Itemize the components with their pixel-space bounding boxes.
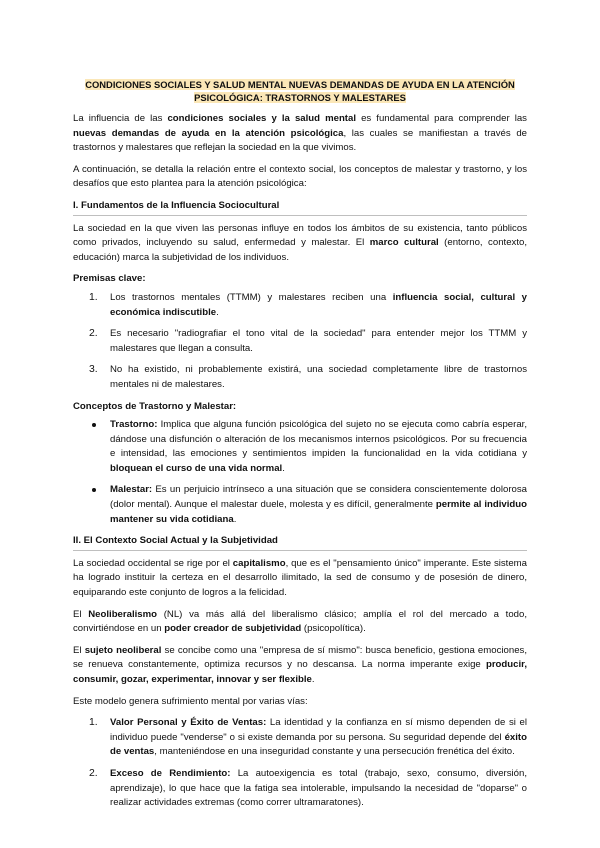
list-item: 2. Es necesario "radiografiar el tono vital de la sociedad" para entender mejor los TTMM y malestares que llegan a consulta. bbox=[89, 328, 527, 354]
intro-paragraph-1: La influencia de las condiciones sociales y la salud mental es fundamental para comprender las nuevas demandas de ayuda en la atención psicológica, las cuales se manifiestan a través de trastornos y malestares que reflejan la sociedad en la que vivimos. bbox=[73, 113, 527, 154]
list-item: 2. Exceso de Rendimiento: La autoexigencia es total (trabajo, sexo, consumo, diversión, aprendizaje), lo que hace que la fatiga sea intolerable, impulsando la necesidad de "doparse" o realizar actividades extremas (como correr ultramaratones). bbox=[89, 767, 528, 809]
section-1-heading: I. Fundamentos de la Influencia Sociocultural bbox=[73, 199, 527, 216]
document-title: CONDICIONES SOCIALES Y SALUD MENTAL NUEVAS DEMANDAS DE AYUDA EN LA ATENCIÓN PSICOLÓGICA: TRASTORNOS Y MALESTARES bbox=[85, 79, 515, 103]
section-2-paragraph-4: Este modelo genera sufrimiento mental por varias vías: bbox=[73, 695, 308, 707]
section-2-paragraph-2: El Neoliberalismo (NL) va más allá del liberalismo clásico; amplía el rol del mercado a todo, convirtiéndose en un poder creador de subjetividad (psicopolítica). bbox=[73, 608, 527, 635]
list-item: 3. No ha existido, ni probablemente existirá, una sociedad completamente libre de trastornos mentales ni de malestares. bbox=[89, 364, 527, 390]
list-item: Trastorno: Implica que alguna función psicológica del sujeto no se ejecuta como cabría esperar, dándose una disfunción o alteración de los mecanismos internos psicológicos. Por su frecuencia e intensidad, las emociones y sentimientos impiden la funcionalidad en la vida cotidiana y bloquean el curso de una vida normal. bbox=[73, 418, 527, 476]
list-item: 1. Valor Personal y Éxito de Ventas: La identidad y la confianza en sí mismo dependen de si el individuo puede "venderse" o si existe demanda por su persona. Su seguridad depende del éxito de ventas, manteniéndose en una inseguridad constante y una persecución frenética del éxito. bbox=[89, 717, 527, 758]
intro-paragraph-2: A continuación, se detalla la relación entre el contexto social, los conceptos de malestar y trastorno, y los desafíos que esto plantea para la atención psicológica: bbox=[73, 163, 527, 190]
bullet-icon bbox=[92, 423, 96, 427]
section-2-paragraph-3: El sujeto neoliberal se concibe como una "empresa de sí mismo": busca beneficio, gestiona emociones, se renueva constantemente, optimiza recursos y no descansa. La norma imperante exige producir, consumir, gozar, experimentar, innovar y ser flexible. bbox=[73, 644, 527, 685]
list-item: Malestar: Es un perjuicio intrínseco a una situación que se considera conscientemente dolorosa (dolor mental). Aunque el malestar duele, molesta y es difícil, generalmente permite al individuo mantener su vida cotidiana. bbox=[73, 483, 527, 527]
section-1-paragraph: La sociedad en la que viven las personas influye en todos los ámbitos de su existencia, tanto públicos como privados, incluyendo su salud, enfermedad y malestar. El marco cultural (entorno, contexto, educación) marca la subjetividad de los individuos. bbox=[73, 222, 527, 263]
premisas-heading: Premisas clave: bbox=[73, 273, 146, 285]
premisas-list bbox=[73, 291, 527, 393]
section-2-paragraph-1: La sociedad occidental se rige por el capitalismo, que es el "pensamiento único" imperante. Este sistema ha logrado instituir la certeza en el desarrollo ilimitado, la sed de consumo y de posesión de dinero, equiparando este conjunto de logros a la felicidad. bbox=[73, 557, 527, 599]
conceptos-heading: Conceptos de Trastorno y Malestar: bbox=[73, 400, 237, 412]
bullet-icon bbox=[92, 488, 96, 492]
section-2-heading: II. El Contexto Social Actual y la Subjetividad bbox=[73, 534, 527, 551]
list-item: 1. Los trastornos mentales (TTMM) y malestares reciben una influencia social, cultural y económica indiscutible. bbox=[89, 291, 527, 318]
vias-list bbox=[73, 716, 527, 811]
conceptos-list bbox=[73, 418, 527, 527]
document-page bbox=[73, 78, 527, 818]
